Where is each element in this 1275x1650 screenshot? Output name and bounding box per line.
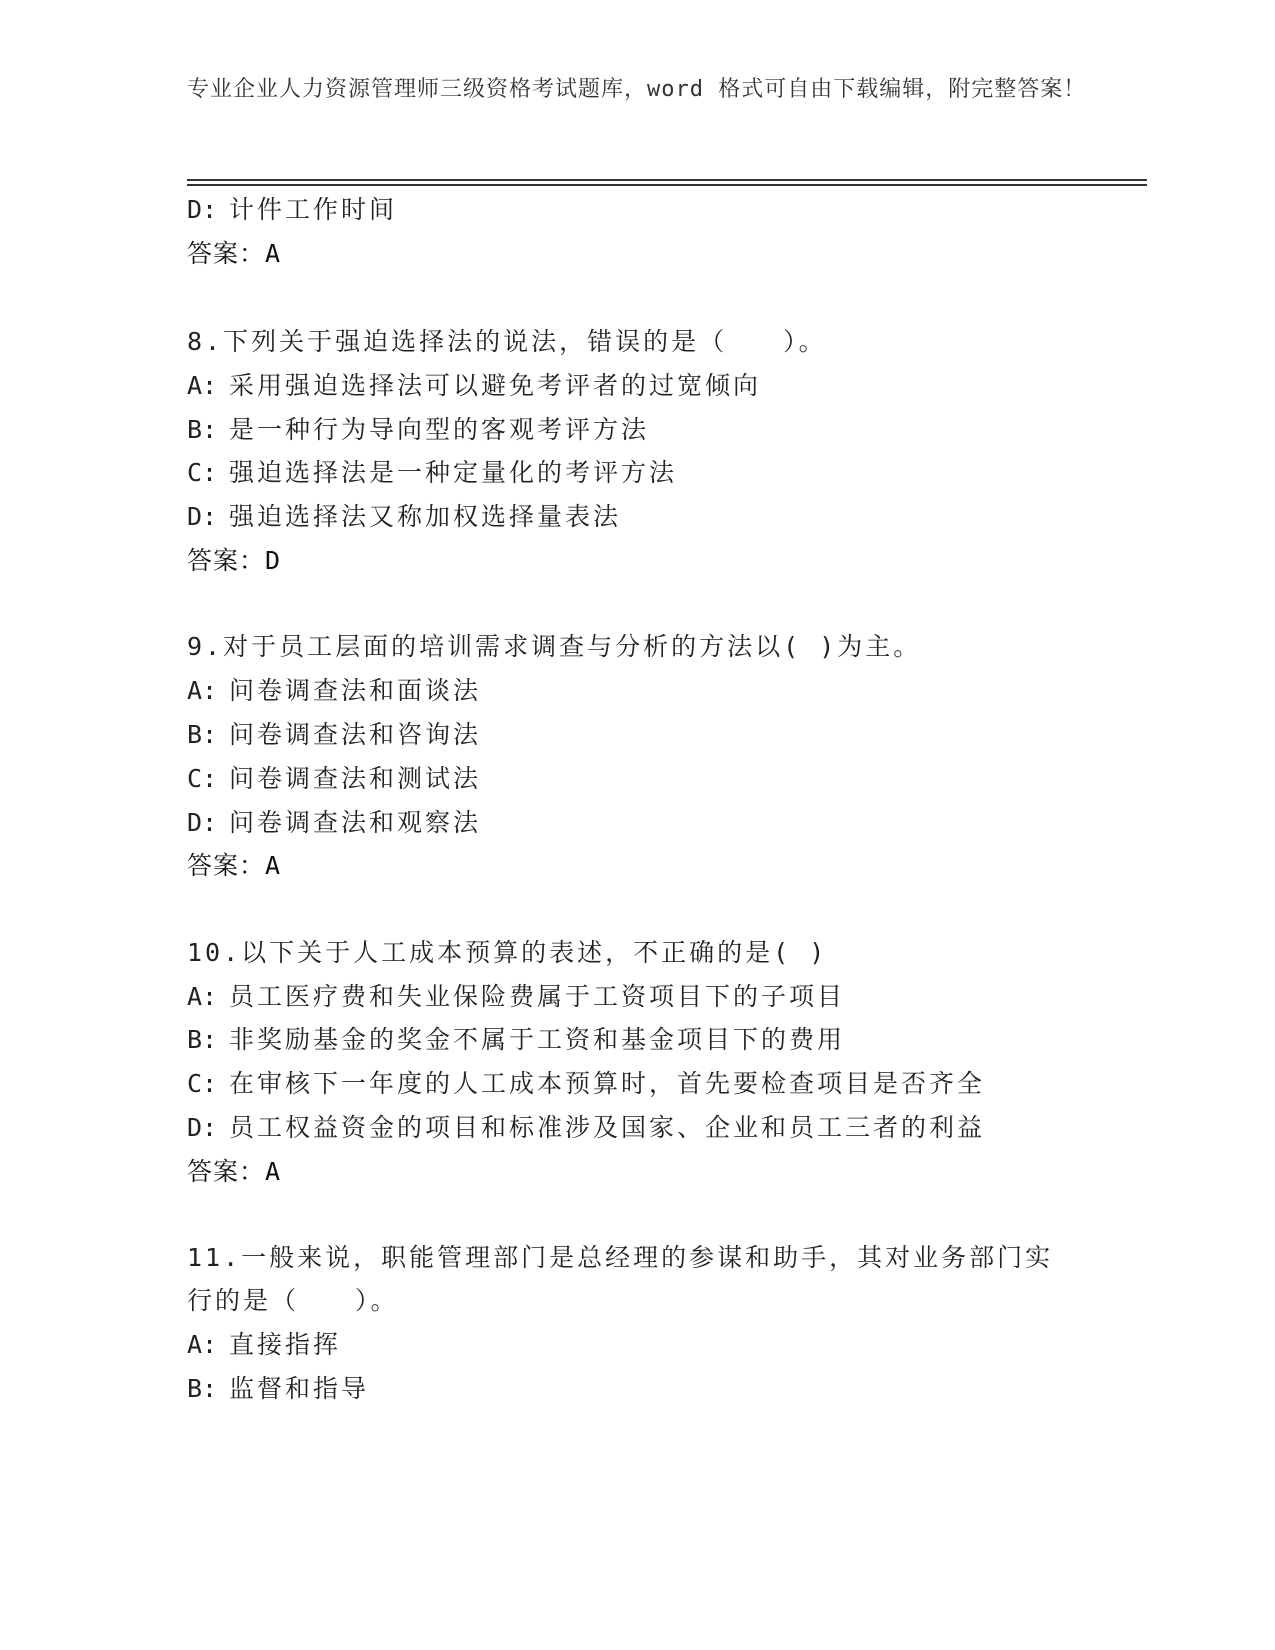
question-stem: 9.对于员工层面的培训需求调查与分析的方法以( )为主。 [187, 632, 922, 661]
option-letter: A: [187, 1330, 218, 1359]
option-text: 问卷调查法和观察法 [229, 808, 482, 837]
option-letter: A: [187, 982, 218, 1011]
option-letter: C: [187, 1069, 218, 1098]
answer-value: A [265, 1157, 282, 1186]
option-line [187, 1023, 845, 1057]
header-divider-top [187, 179, 1147, 181]
answer-line [187, 849, 281, 883]
option-line [187, 456, 677, 490]
option-line [187, 500, 621, 534]
answer-label: 答案： [187, 1157, 266, 1186]
option-text: 强迫选择法又称加权选择量表法 [229, 502, 622, 531]
option-line [187, 193, 397, 227]
option-letter: C: [187, 458, 218, 487]
option-letter: A: [187, 371, 218, 400]
option-line [187, 980, 845, 1014]
option-letter: B: [187, 1374, 218, 1403]
option-text: 员工权益资金的项目和标准涉及国家、企业和员工三者的利益 [229, 1113, 986, 1142]
option-letter: B: [187, 720, 218, 749]
option-text: 强迫选择法是一种定量化的考评方法 [229, 458, 678, 487]
answer-line [187, 237, 281, 271]
option-text: 非奖励基金的奖金不属于工资和基金项目下的费用 [229, 1025, 846, 1054]
option-letter: B: [187, 415, 218, 444]
option-letter: D: [187, 502, 218, 531]
option-letter: B: [187, 1025, 218, 1054]
answer-value: A [265, 851, 282, 880]
header-divider-bottom [187, 184, 1147, 186]
option-letter: D: [187, 195, 218, 224]
option-line [187, 674, 481, 708]
answer-value: A [265, 239, 282, 268]
option-letter: D: [187, 808, 218, 837]
option-line [187, 762, 481, 796]
question-stem: 8.下列关于强迫选择法的说法，错误的是（ ）。 [187, 327, 827, 356]
option-line [187, 369, 761, 403]
answer-label: 答案： [187, 239, 266, 268]
option-text: 问卷调查法和咨询法 [229, 720, 482, 749]
answer-line [187, 544, 281, 578]
option-line [187, 1328, 341, 1362]
option-letter: C: [187, 764, 218, 793]
document-header: 专业企业人力资源管理师三级资格考试题库，word 格式可自由下载编辑，附完整答案！ [187, 77, 1087, 102]
option-text: 直接指挥 [229, 1330, 342, 1359]
option-text: 员工医疗费和失业保险费属于工资项目下的子项目 [229, 982, 846, 1011]
question-stem-line-1: 11.一般来说，职能管理部门是总经理的参谋和助手，其对业务部门实 [187, 1243, 1054, 1272]
option-text: 是一种行为导向型的客观考评方法 [229, 415, 650, 444]
answer-line [187, 1155, 281, 1189]
option-line [187, 1067, 985, 1101]
option-text: 采用强迫选择法可以避免考评者的过宽倾向 [229, 371, 762, 400]
option-line [187, 806, 481, 840]
answer-value: D [265, 546, 282, 575]
answer-label: 答案： [187, 851, 266, 880]
option-line [187, 1111, 985, 1145]
option-letter: D: [187, 1113, 218, 1142]
question-stem-line-2: 行的是（ ）。 [187, 1286, 399, 1315]
option-line [187, 413, 649, 447]
option-line [187, 718, 481, 752]
option-text: 监督和指导 [229, 1374, 370, 1403]
option-text: 问卷调查法和面谈法 [229, 676, 482, 705]
option-text: 在审核下一年度的人工成本预算时，首先要检查项目是否齐全 [229, 1069, 986, 1098]
option-letter: A: [187, 676, 218, 705]
answer-label: 答案： [187, 546, 266, 575]
option-line [187, 1372, 369, 1406]
option-text: 问卷调查法和测试法 [229, 764, 482, 793]
option-text: 计件工作时间 [229, 195, 398, 224]
question-stem: 10.以下关于人工成本预算的表述，不正确的是( ) [187, 938, 828, 967]
